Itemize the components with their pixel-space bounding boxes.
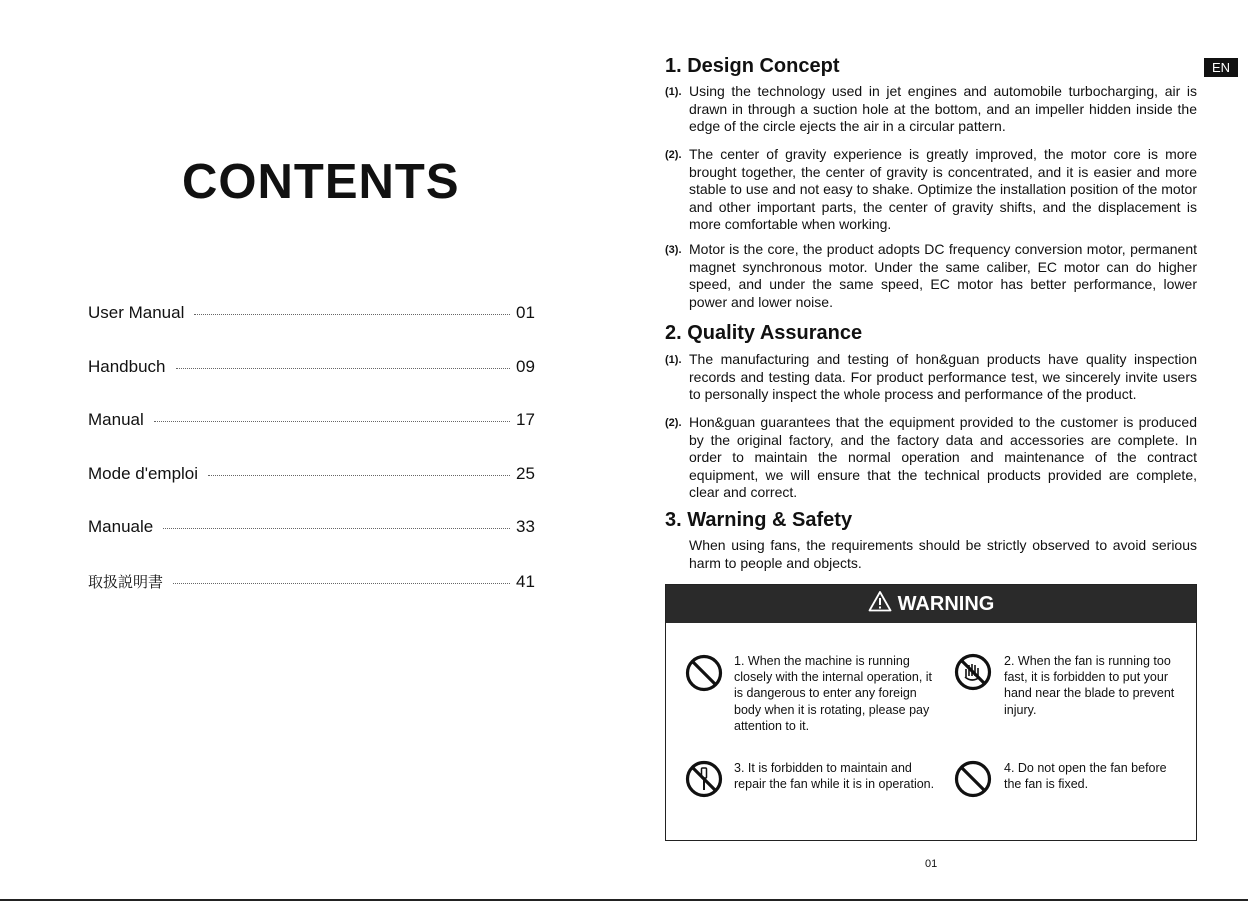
item-number: (2). [665, 149, 682, 161]
item-text: The manufacturing and testing of hon&guan products have quality inspection records and testing data. For product performance test, we sincerely invite users to personally inspect the whole process and performance of the product. [689, 351, 1197, 403]
item-text: The center of gravity experience is greatly improved, the motor core is more brought together, the center of gravity is concentrated, and it is easier and more stable to use and not easy to shake. Optimize the installation position of the motor and other important parts, the center of gravity shifts, and the displacement is more comfortable when working. [689, 146, 1197, 233]
item-number: (2). [665, 417, 682, 429]
table-of-contents [88, 303, 538, 625]
toc-leader-dots [154, 421, 510, 422]
list-item [665, 241, 1197, 311]
section-heading-warning-safety: 3. Warning & Safety [665, 509, 853, 531]
warning-header [666, 585, 1196, 623]
item-text: Using the technology used in jet engines and automobile turbocharging, air is drawn in through a suction hole at the bottom, and an impeller hidden inside the edge of the circle ejects the air in a circular pattern. [689, 83, 1197, 135]
toc-page-number: 41 [516, 571, 535, 591]
toc-row[interactable] [88, 357, 538, 411]
warning-item-text: 1. When the machine is running closely with the internal operation, it is dangerous to enter any foreign body when it is rotating, please pay attention to it. [734, 654, 933, 733]
section-heading-design-concept: 1. Design Concept [665, 55, 840, 77]
toc-label: User Manual [88, 303, 185, 322]
toc-row[interactable] [88, 571, 538, 625]
toc-leader-dots [163, 528, 510, 529]
prohibited-icon [685, 654, 723, 697]
section-heading-quality-assurance: 2. Quality Assurance [665, 322, 863, 344]
toc-page-number: 01 [516, 303, 535, 322]
list-item [665, 146, 1197, 234]
toc-row[interactable] [88, 517, 538, 571]
item-text: Motor is the core, the product adopts DC frequency conversion motor, permanent magnet synchronous motor. Under the same caliber, EC motor can do higher speed, and under the same speed, EC motor has better performance, lower power and lower noise. [689, 241, 1197, 310]
toc-page-number: 17 [516, 410, 535, 430]
toc-label: Handbuch [88, 356, 166, 376]
toc-row[interactable] [88, 410, 538, 464]
item-number: (1). [665, 86, 682, 98]
toc-leader-dots [208, 475, 510, 476]
toc-label: 取扱説明書 [88, 572, 164, 591]
toc-label: Manual [88, 410, 144, 430]
warning-item-text: 2. When the fan is running too fast, it is forbidden to put your hand near the blade to prevent injury. [1004, 654, 1175, 717]
list-item [665, 537, 1197, 572]
toc-page-number: 33 [516, 517, 535, 537]
toc-leader-dots [176, 368, 510, 369]
toc-page-number: 09 [516, 356, 535, 376]
list-item [665, 83, 1197, 136]
item-number: (3). [665, 244, 682, 256]
toc-page-number: 25 [516, 463, 535, 483]
toc-leader-dots [173, 583, 510, 584]
list-item [665, 351, 1197, 404]
contents-title: CONTENTS [182, 155, 460, 209]
toc-label: Mode d'emploi [88, 463, 199, 483]
item-text: When using fans, the requirements should be strictly observed to avoid serious harm to people and objects. [689, 537, 1197, 571]
page-bottom-rule [0, 899, 1248, 901]
toc-leader-dots [194, 314, 510, 315]
toc-row[interactable] [88, 303, 538, 357]
prohibited-icon [954, 760, 992, 803]
list-item [665, 414, 1197, 502]
toc-row[interactable] [88, 464, 538, 518]
language-tab[interactable]: EN [1204, 58, 1238, 77]
warning-item-text: 4. Do not open the fan before the fan is fixed. [1004, 761, 1167, 792]
warning-item-text: 3. It is forbidden to maintain and repair the fan while it is in operation. [734, 761, 935, 792]
no-hand-icon [954, 653, 992, 696]
warning-title: WARNING [897, 592, 995, 615]
no-repair-icon [685, 760, 723, 803]
warning-box [665, 584, 1197, 841]
toc-label: Manuale [88, 517, 154, 537]
item-number: (1). [665, 354, 682, 366]
item-text: Hon&guan guarantees that the equipment provided to the customer is produced by the original factory, and the factory data and accessories are complete. In order to maintain the normal operation and maintenance of the contract equipment, we will ensure that the technical products provided are complete, clear and correct. [689, 414, 1197, 501]
warning-triangle-icon [868, 590, 892, 618]
page-number: 01 [925, 858, 938, 870]
